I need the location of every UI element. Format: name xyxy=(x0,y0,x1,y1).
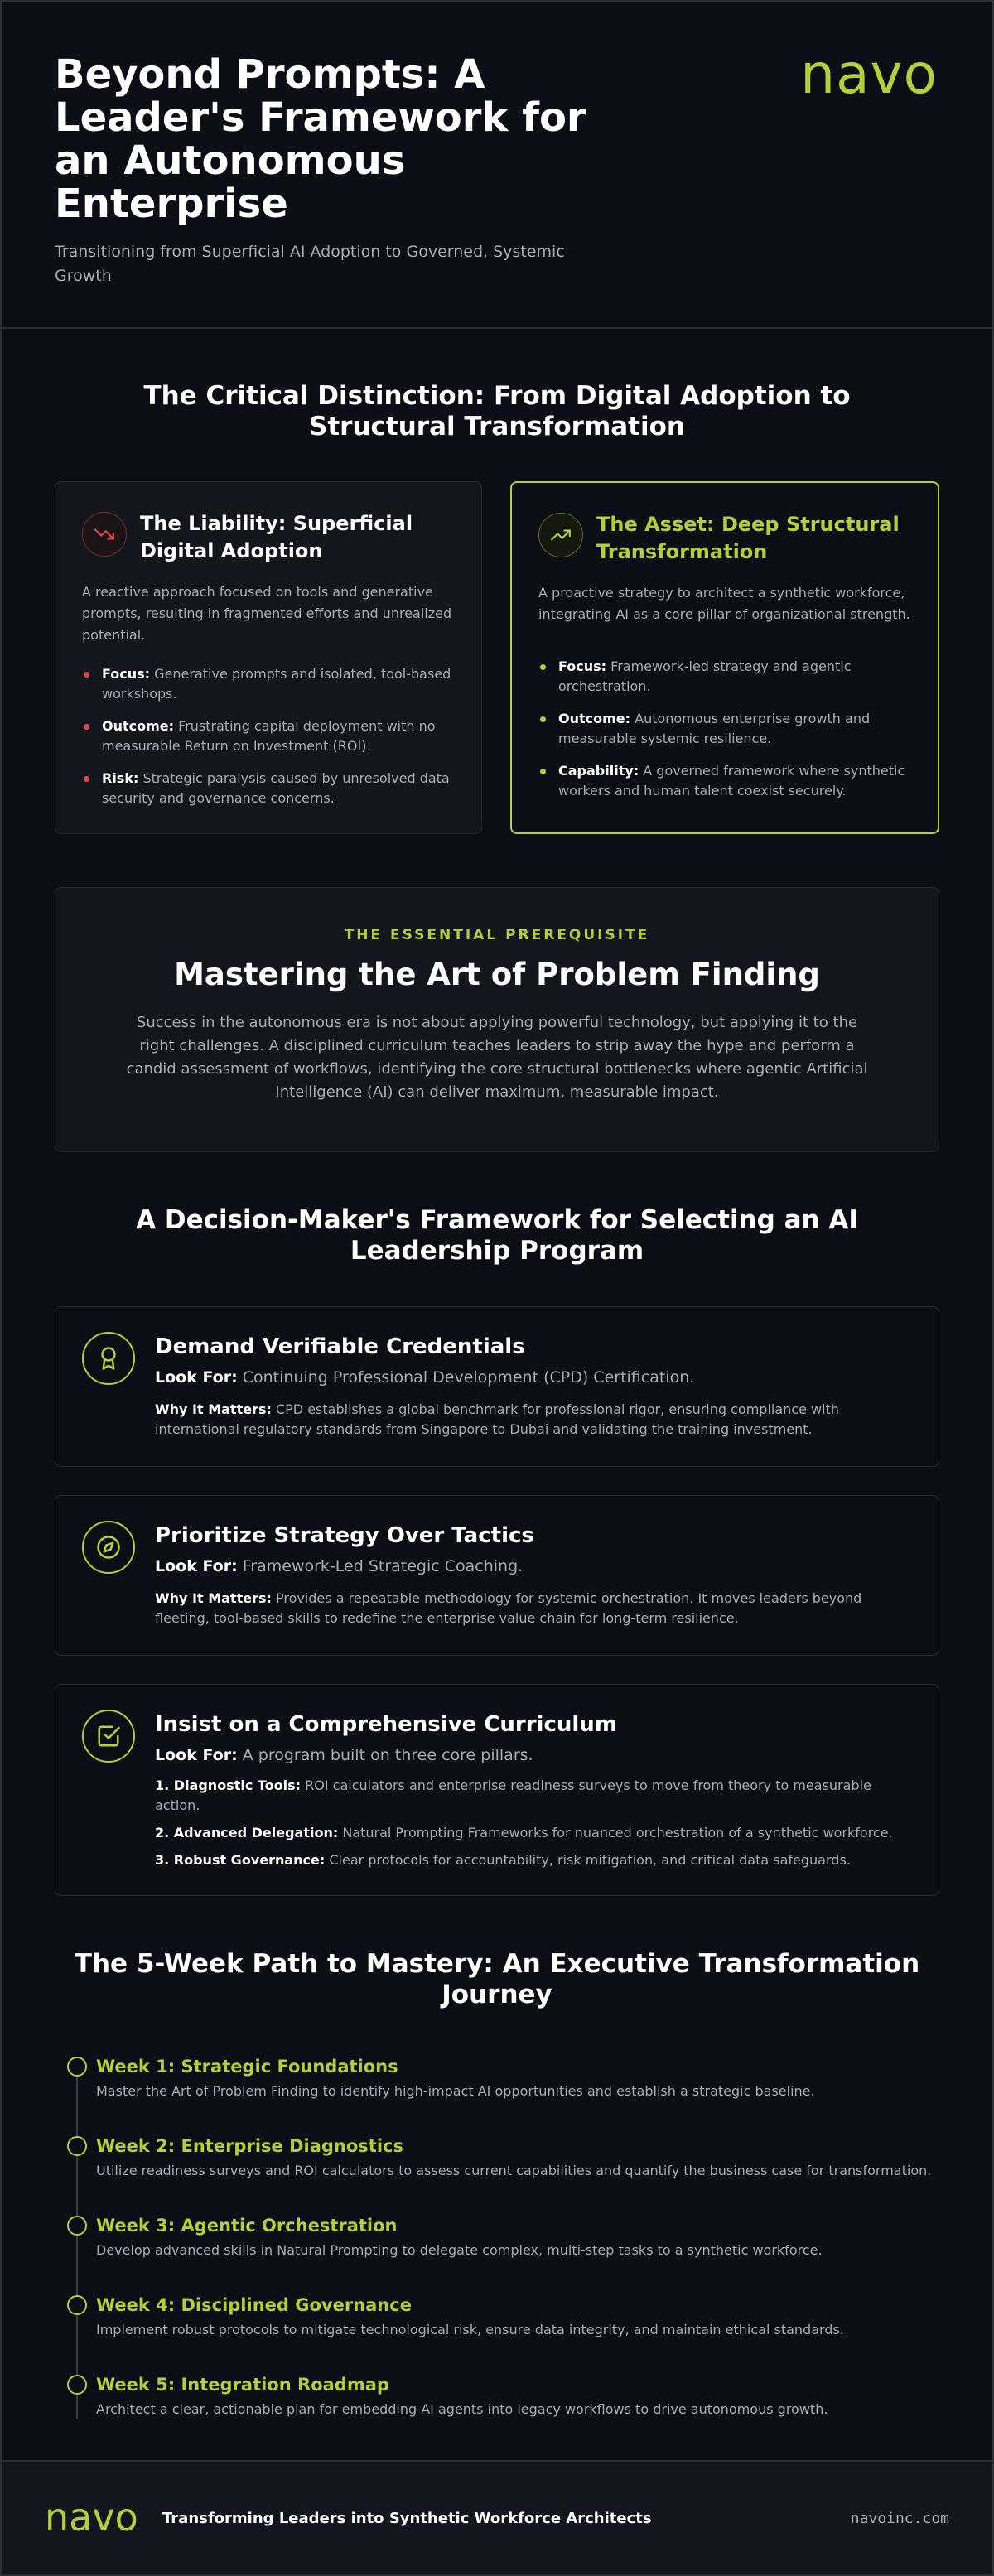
criterion-card xyxy=(55,1684,939,1896)
footer-link[interactable]: navoinc.com xyxy=(850,2509,949,2527)
criterion-why: Why It Matters: CPD establishes a global benchmark for professional rigor, ensuring compliance with international regulatory standards from Singapore to Dubai and validating the training investment. xyxy=(155,1401,839,1437)
bullet-icon xyxy=(540,769,546,774)
list-item: Focus: Generative prompts and isolated, tool-based workshops. xyxy=(82,664,455,704)
criterion-look-for: Look For: Framework-Led Strategic Coaching. xyxy=(155,1557,524,1575)
criterion-card xyxy=(55,1495,939,1656)
list-item: 3. Robust Governance: Clear protocols for accountability, risk mitigation, and critical data safeguards. xyxy=(155,1852,851,1868)
checkbox-icon xyxy=(82,1710,135,1763)
navo-logo[interactable] xyxy=(45,2500,151,2536)
prerequisite-eyebrow: THE ESSENTIAL PREREQUISITE xyxy=(344,927,650,943)
timeline-item xyxy=(55,2214,941,2260)
list-item: 2. Advanced Delegation: Natural Prompting Frameworks for nuanced orchestration of a synthetic workforce. xyxy=(155,1825,893,1840)
framework-heading: A Decision-Maker's Framework for Selecting an AI Leadership Program xyxy=(136,1205,858,1266)
criterion-why: Why It Matters: Provides a repeatable methodology for systemic orchestration. It moves leaders beyond fleeting, tool-based skills to redefine the enterprise value chain for long-term resilience. xyxy=(155,1590,862,1626)
timeline-item xyxy=(55,2055,941,2101)
bullet-icon xyxy=(84,724,89,730)
circle-node-icon xyxy=(67,2295,87,2315)
criterion-look-for: Look For: A program built on three core pillars. xyxy=(155,1746,533,1764)
week-description: Master the Art of Problem Finding to identify high-impact AI opportunities and establish a strategic baseline. xyxy=(96,2083,815,2099)
circle-node-icon xyxy=(67,2216,87,2236)
prerequisite-body: Success in the autonomous era is not about applying powerful technology, but applying it to the right challenges. A disciplined curriculum teaches leaders to strip away the hype and perform a candid assessment of workflows, identifying the core structural bottlenecks where agentic Artificial Intelligence (AI) can deliver maximum, measurable impact. xyxy=(126,1014,868,1101)
prerequisite-panel xyxy=(55,887,939,1152)
week-title: Week 2: Enterprise Diagnostics xyxy=(96,2136,403,2156)
criterion-title: Insist on a Comprehensive Curriculum xyxy=(155,1712,617,1737)
award-icon xyxy=(82,1332,135,1385)
timeline-item xyxy=(55,2294,941,2340)
liability-description: A reactive approach focused on tools and generative prompts, resulting in fragmented efforts and unrealized potential. xyxy=(82,584,452,643)
criterion-title: Demand Verifiable Credentials xyxy=(155,1334,525,1359)
trending-down-icon xyxy=(82,512,127,557)
path-heading: The 5-Week Path to Mastery: An Executive Transformation Journey xyxy=(74,1949,920,2009)
circle-node-icon xyxy=(67,2057,87,2077)
asset-list xyxy=(538,657,911,801)
week-description: Utilize readiness surveys and ROI calculators to assess current capabilities and quantify the business case for transformation. xyxy=(96,2163,932,2178)
circle-node-icon xyxy=(67,2136,87,2156)
list-item: Outcome: Frustrating capital deployment with no measurable Return on Investment (ROI). xyxy=(82,716,455,756)
week-title: Week 4: Disciplined Governance xyxy=(96,2295,412,2315)
criterion-content xyxy=(155,1710,912,1870)
page-header xyxy=(2,2,992,329)
liability-card xyxy=(55,481,482,834)
criterion-card xyxy=(55,1306,939,1467)
asset-title: The Asset: Deep Structural Transformation xyxy=(596,513,900,563)
list-item: 1. Diagnostic Tools: ROI calculators and enterprise readiness surveys to move from theory to measurable action. xyxy=(155,1778,871,1813)
timeline-item xyxy=(55,2373,941,2419)
bullet-icon xyxy=(540,664,546,670)
timeline xyxy=(55,2055,939,2428)
week-title: Week 5: Integration Roadmap xyxy=(96,2375,389,2395)
week-title: Week 3: Agentic Orchestration xyxy=(96,2216,398,2236)
circle-node-icon xyxy=(67,2375,87,2395)
trending-up-icon xyxy=(538,513,583,557)
list-item: Focus: Framework-led strategy and agentic orchestration. xyxy=(538,657,911,697)
timeline-item xyxy=(55,2135,941,2181)
criterion-title: Prioritize Strategy Over Tactics xyxy=(155,1523,534,1548)
week-description: Architect a clear, actionable plan for embedding AI agents into legacy workflows to drive autonomous growth. xyxy=(96,2401,828,2417)
framework-section xyxy=(2,1152,992,1896)
path-section xyxy=(2,1896,992,2428)
bullet-icon xyxy=(84,776,89,782)
bullet-icon xyxy=(540,716,546,722)
week-description: Develop advanced skills in Natural Prompting to delegate complex, multi-step tasks to a synthetic workforce. xyxy=(96,2242,823,2258)
list-item: Capability: A governed framework where synthetic workers and human talent coexist securely. xyxy=(538,761,911,801)
compass-icon xyxy=(82,1521,135,1574)
liability-list xyxy=(82,664,455,808)
svg-text:navo: navo xyxy=(45,2500,138,2536)
list-item: Outcome: Autonomous enterprise growth and measurable systemic resilience. xyxy=(538,709,911,749)
criterion-content xyxy=(155,1521,912,1630)
asset-card xyxy=(510,481,939,834)
svg-text:navo: navo xyxy=(800,51,938,101)
pillar-list xyxy=(155,1776,912,1870)
week-title: Week 1: Strategic Foundations xyxy=(96,2057,398,2077)
page-title: Beyond Prompts: A Leader's Framework for an Autonomous Enterprise xyxy=(55,51,586,227)
asset-description: A proactive strategy to architect a synthetic workforce, integrating AI as a core pillar of organizational strength. xyxy=(538,585,910,622)
criterion-content xyxy=(155,1332,912,1441)
page-footer xyxy=(2,2460,992,2574)
list-item: Risk: Strategic paralysis caused by unresolved data security and governance concerns. xyxy=(82,769,455,808)
page-subtitle: Transitioning from Superficial AI Adoption to Governed, Systemic Growth xyxy=(55,243,565,285)
liability-title: The Liability: Superficial Digital Adoption xyxy=(140,512,413,562)
prerequisite-title: Mastering the Art of Problem Finding xyxy=(174,957,820,992)
week-description: Implement robust protocols to mitigate technological risk, ensure data integrity, and maintain ethical standards. xyxy=(96,2322,844,2337)
distinction-heading: The Critical Distinction: From Digital Adoption to Structural Transformation xyxy=(143,381,851,441)
bullet-icon xyxy=(84,672,89,678)
criterion-look-for: Look For: Continuing Professional Development (CPD) Certification. xyxy=(155,1368,695,1387)
distinction-section xyxy=(2,329,992,834)
comparison-cards xyxy=(2,481,992,834)
footer-tagline: Transforming Leaders into Synthetic Workforce Architects xyxy=(162,2509,652,2527)
navo-logo[interactable] xyxy=(784,51,938,101)
